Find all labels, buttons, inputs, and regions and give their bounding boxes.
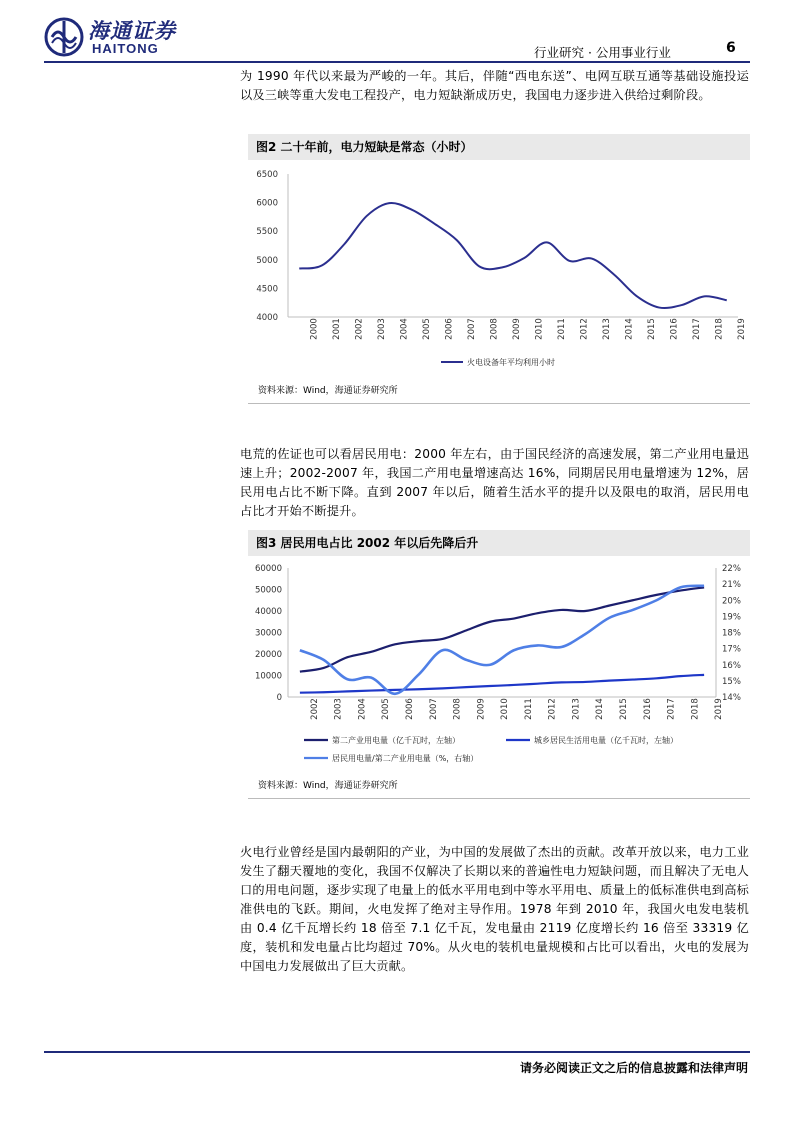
x-tick-label: 2014 xyxy=(595,698,606,720)
x-tick-label: 2006 xyxy=(444,318,455,340)
header-category: 行业研究 · 公用事业行业 xyxy=(534,45,671,60)
logo-cn: 海通证券 xyxy=(88,19,176,43)
legend-label: 城乡居民生活用电量（亿千瓦时，左轴） xyxy=(534,736,678,745)
legend-label: 第二产业用电量（亿千瓦时，左轴） xyxy=(332,736,460,745)
y-left-tick-label: 10000 xyxy=(254,671,282,682)
x-tick-label: 2000 xyxy=(309,318,320,340)
x-tick-label: 2018 xyxy=(690,698,701,720)
header xyxy=(0,0,793,70)
x-tick-label: 2006 xyxy=(405,698,415,720)
y-right-tick-label: 16% xyxy=(722,660,741,671)
paragraph-2: 电荒的佐证也可以看居民用电：2000 年左右，由于国民经济的高速发展，第二产业用电量迅速上升；2002-2007 年，我国二产用电量增速高达 16%，同期居民用电量增速为 12%，居民用电占比不断下降。直到 2007 年以后，随着生活水平的提升以及限电的取消，居民用电占比才开始不断提升。 xyxy=(240,447,749,518)
x-tick-label: 2004 xyxy=(357,698,368,720)
y-right-tick-label: 21% xyxy=(722,580,741,591)
x-tick-label: 2011 xyxy=(556,318,567,340)
x-tick-label: 2007 xyxy=(428,698,439,720)
series-line-fire-power-hours xyxy=(299,203,727,308)
y-right-tick-label: 14% xyxy=(722,693,741,703)
x-tick-label: 2008 xyxy=(452,698,463,720)
y-right-tick-label: 17% xyxy=(722,644,741,655)
x-tick-label: 2001 xyxy=(331,318,342,340)
x-tick-label: 2016 xyxy=(669,318,680,340)
x-tick-label: 2016 xyxy=(642,698,653,720)
figure2-source: 资料来源：Wind，海通证券研究所 xyxy=(258,386,398,396)
y-tick-label: 6500 xyxy=(256,170,278,180)
series-line-residential-share xyxy=(300,586,704,694)
y-left-tick-label: 30000 xyxy=(254,628,282,639)
x-tick-label: 2010 xyxy=(534,318,545,340)
x-tick-label: 2013 xyxy=(571,698,582,720)
x-tick-label: 2008 xyxy=(489,318,500,340)
figure3-source: 资料来源：Wind，海通证券研究所 xyxy=(258,781,398,791)
x-tick-label: 2003 xyxy=(333,698,344,720)
x-tick-label: 2004 xyxy=(399,318,410,340)
x-tick-label: 2002 xyxy=(354,318,365,340)
x-tick-label: 2014 xyxy=(624,318,635,340)
y-tick-label: 5500 xyxy=(256,227,278,238)
x-tick-label: 2002 xyxy=(309,698,320,720)
chart-residential-power-share xyxy=(248,556,750,776)
y-right-tick-label: 22% xyxy=(722,564,741,574)
x-tick-label: 2007 xyxy=(466,318,477,340)
x-tick-label: 2005 xyxy=(381,698,392,720)
y-left-tick-label: 40000 xyxy=(254,607,282,617)
x-tick-label: 2018 xyxy=(714,318,725,340)
y-tick-label: 6000 xyxy=(256,198,278,209)
footer-disclaimer: 请务必阅读正文之后的信息披露和法律声明 xyxy=(520,1061,749,1075)
y-right-tick-label: 15% xyxy=(722,676,741,687)
x-tick-label: 2017 xyxy=(691,318,702,340)
x-tick-label: 2012 xyxy=(547,698,558,720)
x-tick-label: 2009 xyxy=(476,698,487,720)
x-tick-label: 2017 xyxy=(666,698,677,720)
x-tick-label: 2015 xyxy=(646,318,657,340)
y-tick-label: 5000 xyxy=(256,255,278,266)
paragraph-3: 火电行业曾经是国内最朝阳的产业，为中国的发展做了杰出的贡献。改革开放以来，电力工业发生了翻天覆地的变化，我国不仅解决了长期以来的普遍性电力短缺问题，而且解决了无电人口的用电问题，逐步实现了电量上的低水平用电到中等水平用电、质量上的低标准供电到高标准供电的飞跃。期间，火电发挥了绝对主导作用。1978 年到 2010 年，我国火电发电装机由 0.4 亿千瓦增长约 18 倍至 7.1 亿千瓦，发电量由 2119 亿度增长约 16 倍至 33319 亿度，装机和发电量占比均超过 70%。从火电的装机电量规模和占比可以看出，火电的发展为中国电力发展做出了巨大贡献。 xyxy=(240,845,749,973)
x-tick-label: 2019 xyxy=(714,698,725,720)
figure3-title: 图3 居民用电占比 2002 年以后先降后升 xyxy=(248,530,750,556)
x-tick-label: 2005 xyxy=(421,318,432,340)
y-right-tick-label: 20% xyxy=(722,596,741,607)
x-tick-label: 2012 xyxy=(579,318,590,340)
x-tick-label: 2009 xyxy=(511,318,522,340)
header-rule xyxy=(44,61,750,63)
haitong-logo-icon xyxy=(44,17,84,57)
x-tick-label: 2010 xyxy=(500,698,511,720)
y-left-tick-label: 50000 xyxy=(254,585,282,596)
paragraph-1: 为 1990 年代以来最为严峻的一年。其后，伴随“西电东送”、电网互联互通等基础设施投运以及三峡等重大发电工程投产，电力短缺渐成历史，我国电力逐步进入供给过剩阶段。 xyxy=(240,69,749,102)
footer-rule xyxy=(44,1051,750,1053)
legend-label: 火电设备年平均利用小时 xyxy=(467,358,555,367)
y-left-tick-label: 60000 xyxy=(254,564,282,574)
chart-fire-power-utilization-hours xyxy=(248,160,750,375)
x-tick-label: 2003 xyxy=(376,318,387,340)
legend-label: 居民用电量/第二产业用电量（%，右轴） xyxy=(332,754,479,763)
y-right-tick-label: 18% xyxy=(722,628,741,639)
y-left-tick-label: 0 xyxy=(276,693,282,703)
y-tick-label: 4000 xyxy=(256,313,278,323)
page-number: 6 xyxy=(726,40,736,56)
y-left-tick-label: 20000 xyxy=(254,650,282,660)
x-tick-label: 2015 xyxy=(619,698,629,720)
x-tick-label: 2019 xyxy=(736,318,747,340)
y-right-tick-label: 19% xyxy=(722,612,741,623)
x-tick-label: 2013 xyxy=(601,318,612,340)
logo-en: HAITONG xyxy=(92,41,159,56)
figure2-title: 图2 二十年前，电力短缺是常态（小时） xyxy=(248,134,750,160)
x-tick-label: 2011 xyxy=(523,698,534,720)
y-tick-label: 4500 xyxy=(256,284,278,295)
